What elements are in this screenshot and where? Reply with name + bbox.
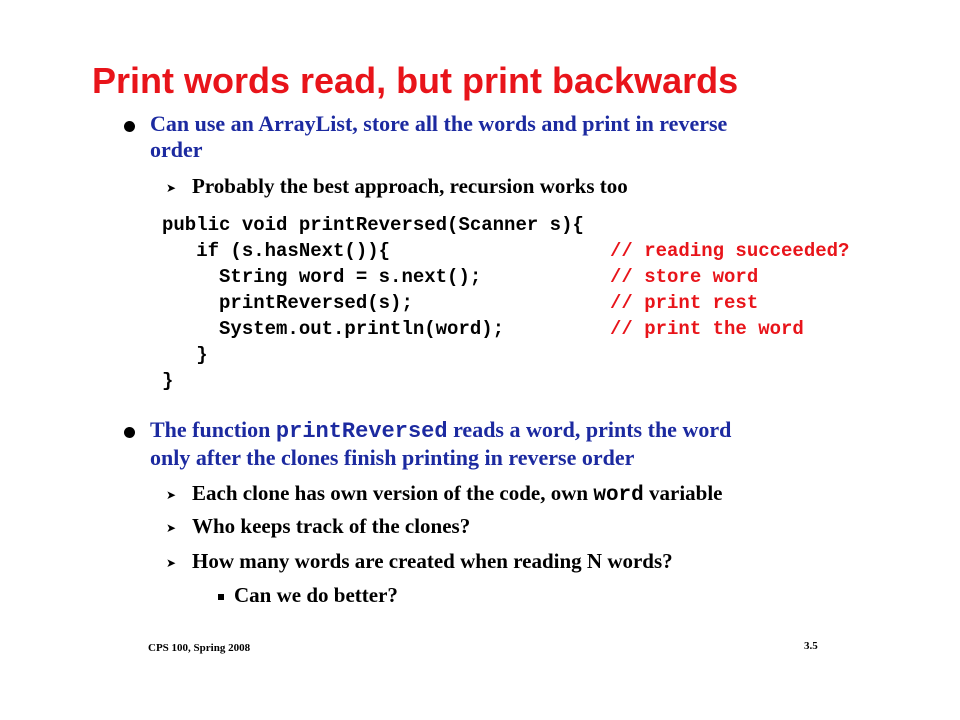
bullet-1-line2: order <box>150 137 203 162</box>
sub-bullet-3: Who keeps track of the clones? <box>192 514 471 538</box>
code-line <box>162 316 804 342</box>
code-line <box>162 342 584 368</box>
bullet-dot-icon <box>124 121 135 132</box>
code-comment: // print the word <box>610 318 804 340</box>
code-text: printReversed(s); <box>162 292 413 314</box>
footer-course: CPS 100, Spring 2008 <box>148 642 251 654</box>
code-text: public void printReversed(Scanner s){ <box>162 214 584 236</box>
code-line <box>162 238 850 264</box>
slide-title: Print words read, but print backwards <box>92 60 739 101</box>
code-comment: // reading succeeded? <box>610 240 850 262</box>
sub-bullet-2-code: word <box>593 484 644 507</box>
sub-sub-bullet-1: Can we do better? <box>234 583 398 607</box>
chevron-arrow-icon: ➤ <box>166 556 177 570</box>
code-text: System.out.println(word); <box>162 318 505 340</box>
square-bullet-icon <box>218 594 224 600</box>
sub-bullet-1: Probably the best approach, recursion works too <box>192 174 628 198</box>
code-line <box>162 368 584 394</box>
code-text: } <box>162 344 208 366</box>
code-comment: // store word <box>610 266 759 288</box>
code-text: } <box>162 370 174 392</box>
code-line <box>162 290 759 316</box>
sub-bullet-2-suffix: variable <box>643 481 723 505</box>
code-comment: // print rest <box>610 292 759 314</box>
code-line <box>162 264 759 290</box>
code-text: String word = s.next(); <box>162 266 482 288</box>
bullet-2-suffix: reads a word, prints the word <box>447 417 732 442</box>
code-text: if (s.hasNext()){ <box>162 240 391 262</box>
chevron-arrow-icon: ➤ <box>166 181 177 195</box>
bullet-2-text <box>150 417 920 471</box>
sub-bullet-4: How many words are created when reading N words? <box>192 549 673 573</box>
bullet-1-line1: Can use an ArrayList, store all the words and print in reverse <box>150 111 728 136</box>
bullet-1-text <box>150 111 910 163</box>
bullet-2-prefix: The function <box>150 417 276 442</box>
bullet-2-code: printReversed <box>275 419 448 444</box>
chevron-arrow-icon: ➤ <box>166 521 177 535</box>
footer-page-number: 3.5 <box>804 640 818 652</box>
bullet-dot-icon <box>124 427 135 438</box>
chevron-arrow-icon: ➤ <box>166 488 177 502</box>
code-block <box>162 212 850 394</box>
sub-bullet-2 <box>192 481 723 507</box>
bullet-2-line2: only after the clones finish printing in reverse order <box>150 445 635 470</box>
sub-bullet-2-prefix: Each clone has own version of the code, own <box>192 481 594 505</box>
code-line <box>162 212 584 238</box>
